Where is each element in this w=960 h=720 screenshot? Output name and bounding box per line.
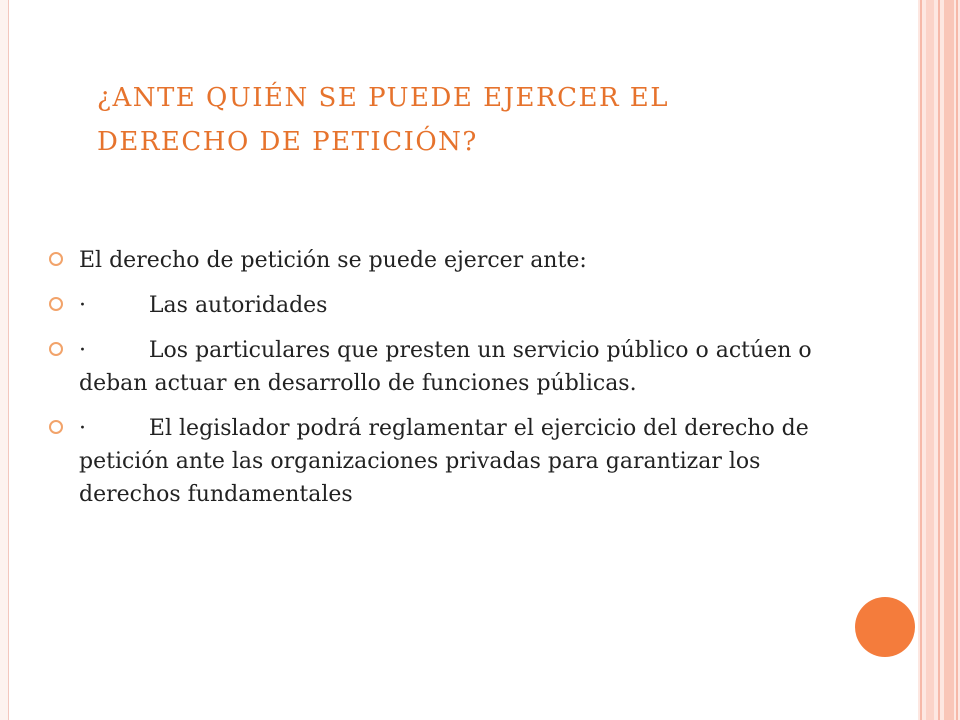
stripe — [938, 0, 940, 720]
title-line-2: DERECHO DE PETICIÓN? — [97, 127, 478, 157]
stripe — [944, 0, 954, 720]
title-line-1: ¿ANTE QUIÉN SE PUEDE EJERCER EL — [97, 83, 670, 113]
accent-circle — [855, 597, 915, 657]
bullet-text: El derecho de petición se puede ejercer ante: — [79, 248, 587, 273]
bullet-text: · El legislador podrá reglamentar el ejercicio del derecho de petición ante las organizaciones privadas para garantizar los derechos fundamentales — [79, 416, 816, 507]
slide — [8, 0, 919, 720]
bullet-list — [49, 244, 869, 523]
bullet-text: · Las autoridades — [79, 293, 328, 318]
bullet-item — [49, 412, 869, 511]
bullet-item — [49, 334, 869, 400]
bullet-item — [49, 289, 869, 322]
bullet-circle-icon — [49, 420, 63, 434]
stripe — [926, 0, 934, 720]
decorative-stripes — [918, 0, 960, 720]
stripe — [920, 0, 922, 720]
bullet-circle-icon — [49, 297, 63, 311]
slide-title — [97, 76, 837, 164]
bullet-circle-icon — [49, 252, 63, 266]
bullet-circle-icon — [49, 342, 63, 356]
stripe — [956, 0, 958, 720]
bullet-text: · Los particulares que presten un servicio público o actúen o deban actuar en desarrollo de funciones públicas. — [79, 338, 819, 396]
bullet-item — [49, 244, 869, 277]
